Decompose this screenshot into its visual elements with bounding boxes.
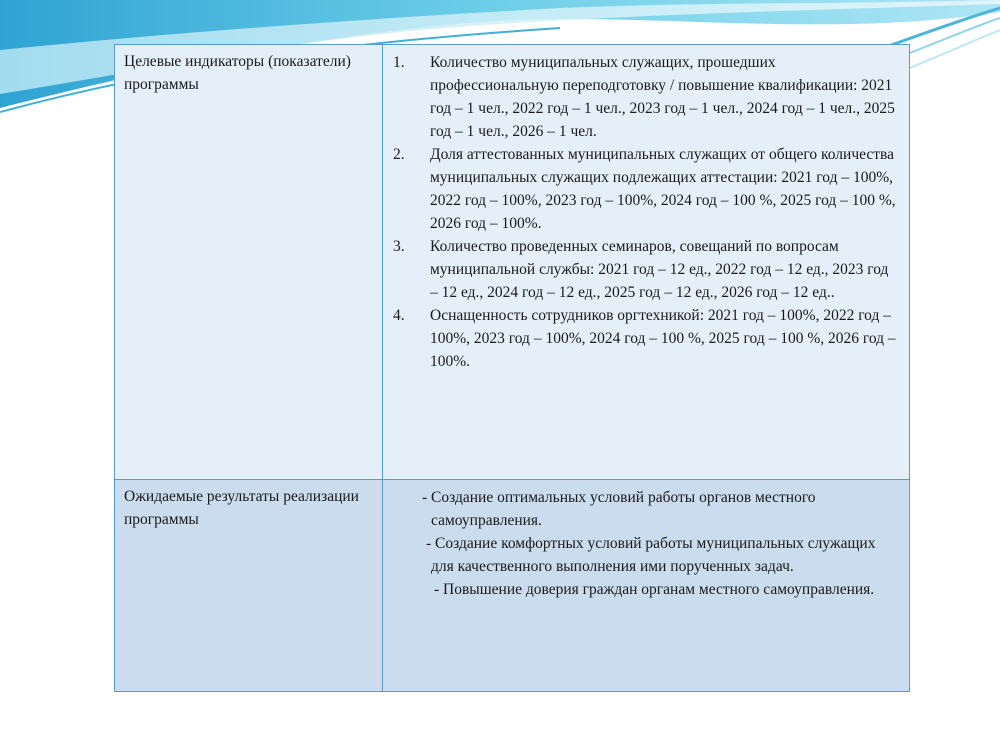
result-item: - Создание оптимальных условий работы органов местного самоуправления. (422, 489, 816, 529)
indicators-label-cell (115, 45, 383, 480)
table-row-indicators (115, 45, 910, 480)
indicator-item (393, 143, 899, 235)
results-label-cell (115, 480, 383, 692)
indicators-content-cell (383, 45, 910, 480)
indicator-text: Доля аттестованных муниципальных служащих от общего количества муниципальных служащих подлежащих аттестации: 2021 год – 100%, 2022 год – 100%, 2023 год – 100%, 2024 год – 100 %, 2025 год – 100 %, 2026 год – 100%. (430, 146, 896, 232)
indicator-text: Количество муниципальных служащих, прошедших профессиональную переподготовку / повышение квалификации: 2021 год – 1 чел., 2022 год – 1 чел., 2023 год – 1 чел., 2024 год – 1 чел., 2025 год – 1 чел., 2026 – 1 чел. (430, 54, 895, 140)
indicator-item (393, 51, 899, 143)
indicator-number: 3. (393, 238, 405, 255)
results-label: Ожидаемые результаты реализации программы (124, 488, 359, 528)
result-item: - Повышение доверия граждан органам местного самоуправления. (434, 581, 875, 598)
indicator-item (393, 304, 899, 373)
indicators-list (393, 51, 899, 373)
table-row-results (115, 480, 910, 692)
indicator-number: 1. (393, 54, 405, 71)
program-info-table (114, 44, 910, 692)
indicator-text: Количество проведенных семинаров, совещаний по вопросам муниципальной службы: 2021 год – 12 ед., 2022 год – 12 ед., 2023 год – 12 ед., 2024 год – 12 ед., 2025 год – 12 ед., 2026 год – 12 ед.. (430, 238, 889, 301)
indicator-number: 4. (393, 307, 405, 324)
results-content-cell (383, 480, 910, 692)
indicator-item (393, 235, 899, 304)
indicator-text: Оснащенность сотрудников оргтехникой: 2021 год – 100%, 2022 год – 100%, 2023 год – 100%, 2024 год – 100 %, 2025 год – 100 %, 2026 год – 100%. (430, 307, 896, 370)
result-item: - Создание комфортных условий работы муниципальных служащих для качественного выполнения ими порученных задач. (426, 535, 876, 575)
indicator-number: 2. (393, 146, 405, 163)
indicators-label: Целевые индикаторы (показатели) программы (124, 53, 351, 93)
